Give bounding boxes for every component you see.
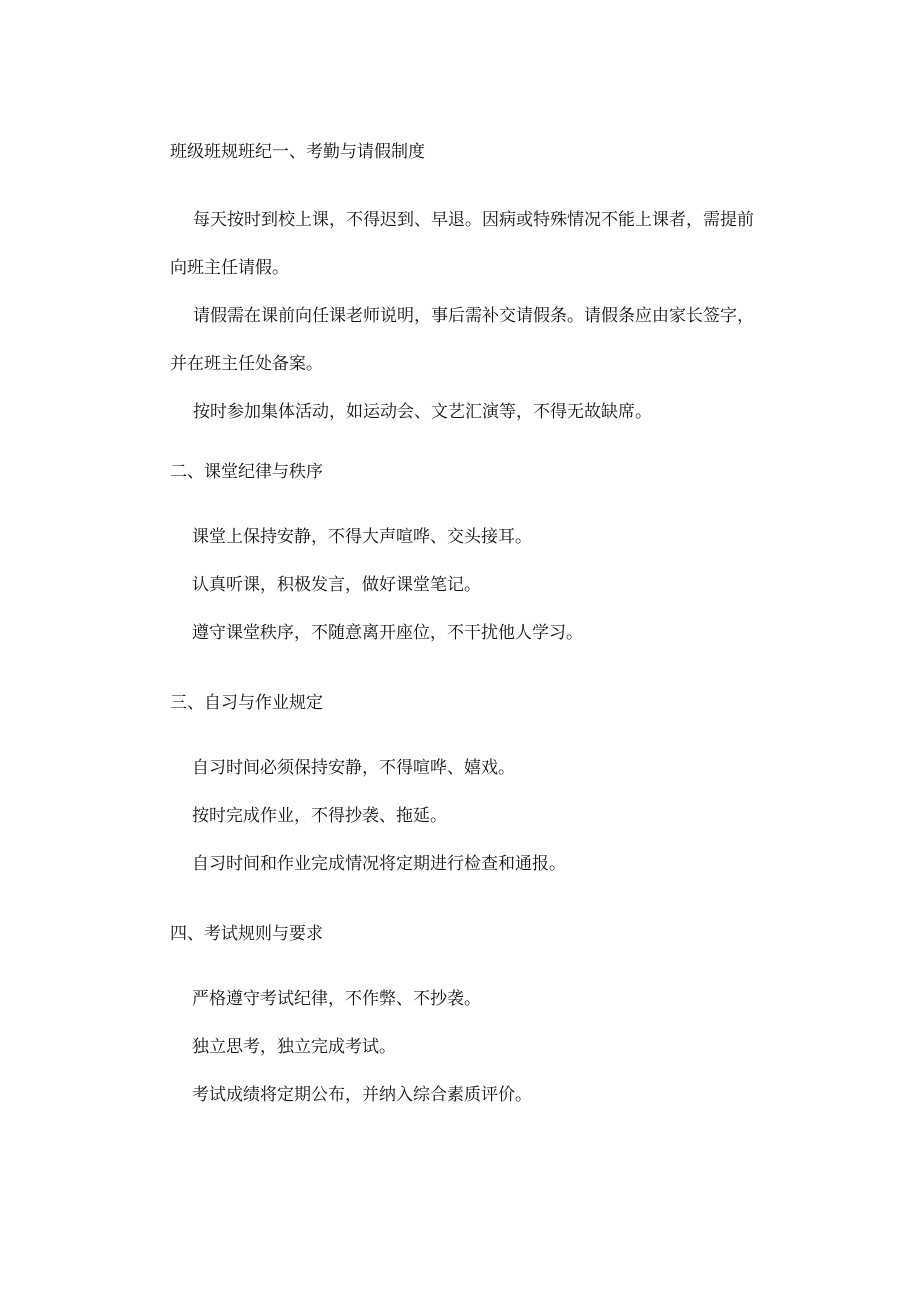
spacer xyxy=(170,486,770,523)
spacer xyxy=(170,667,770,689)
list-item: 遵守课堂秩序，不随意离开座位，不干扰他人学习。 xyxy=(192,623,583,643)
list-item: 自习时间和作业完成情况将定期进行检查和通报。 xyxy=(192,854,566,874)
list-item: 独立思考，独立完成考试。 xyxy=(192,1037,396,1057)
spacer xyxy=(170,436,770,458)
spacer xyxy=(170,717,770,754)
paragraph-attendance-1: 每天按时到校上课，不得迟到、早退。因病或特殊情况不能上课者，需提前向班主任请假。 xyxy=(170,210,754,278)
list-item: 考试成绩将定期公布，并纳入综合素质评价。 xyxy=(192,1085,532,1105)
list-item: 按时完成作业，不得抄袭、拖延。 xyxy=(192,806,447,826)
spacer xyxy=(170,166,770,196)
section-heading-exam: 四、考试规则与要求 xyxy=(170,924,323,944)
paragraph-attendance-2: 请假需在课前向任课老师说明，事后需补交请假条。请假条应由家长签字，并在班主任处备案。 xyxy=(170,306,754,374)
list-item: 认真听课，积极发言，做好课堂笔记。 xyxy=(192,575,481,595)
paragraph-attendance-3: 按时参加集体活动，如运动会、文艺汇演等，不得无故缺席。 xyxy=(193,402,652,422)
section-heading-attendance: 班级班规班纪一、考勤与请假制度 xyxy=(170,142,425,162)
spacer xyxy=(170,948,770,985)
list-item: 严格遵守考试纪律，不作弊、不抄袭。 xyxy=(192,989,481,1009)
section-heading-study: 三、自习与作业规定 xyxy=(170,693,323,713)
list-item: 课堂上保持安静，不得大声喧哗、交头接耳。 xyxy=(192,527,532,547)
spacer xyxy=(170,898,770,920)
list-item: 自习时间必须保持安静，不得喧哗、嬉戏。 xyxy=(192,758,515,778)
section-heading-classroom: 二、课堂纪律与秩序 xyxy=(170,462,323,482)
document-page xyxy=(170,138,770,1129)
